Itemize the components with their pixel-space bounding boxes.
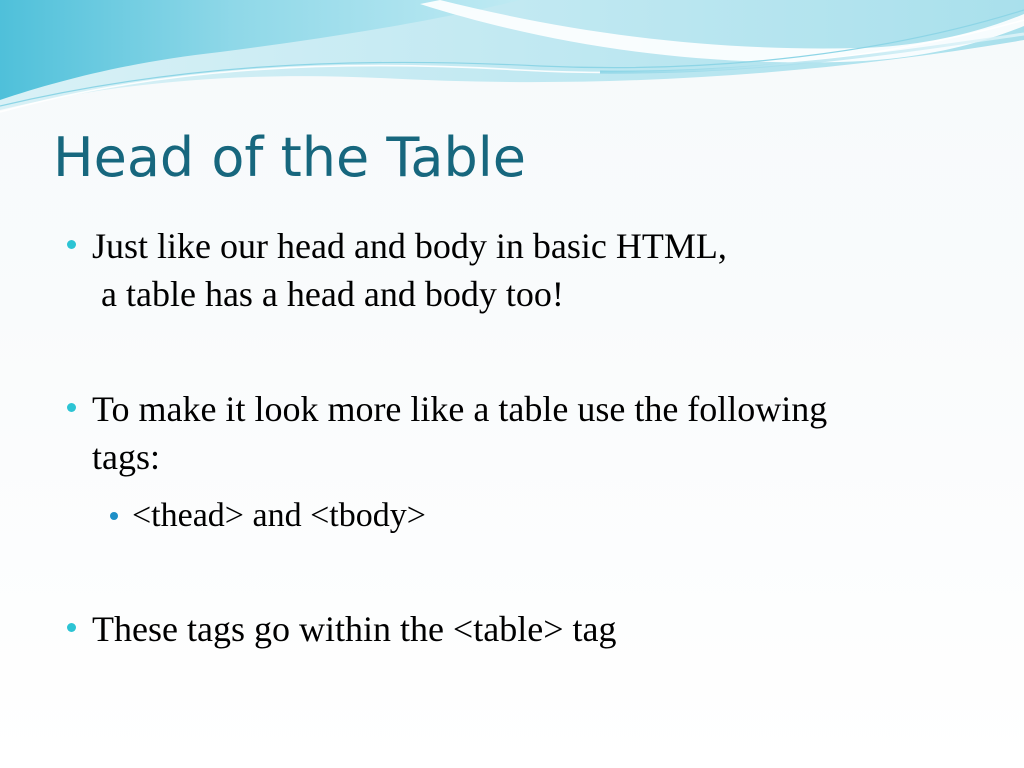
bullet-2-sub-item: <thead> and <tbody> [132,497,426,534]
bullet-3-line-1: These tags go within the <table> tag [92,609,617,649]
bullet-icon [67,403,76,412]
bullet-1-line-1: Just like our head and body in basic HTML, [92,226,727,266]
bullet-2-line-2: tags: [92,437,160,477]
slide-title: Head of the Table [53,126,527,189]
bullet-icon [67,623,76,632]
bullet-icon [67,240,76,249]
sub-bullet-icon [110,512,118,520]
bullet-2-line-1: To make it look more like a table use the following [92,389,828,429]
bullet-1-line-2: a table has a head and body too! [92,274,564,314]
